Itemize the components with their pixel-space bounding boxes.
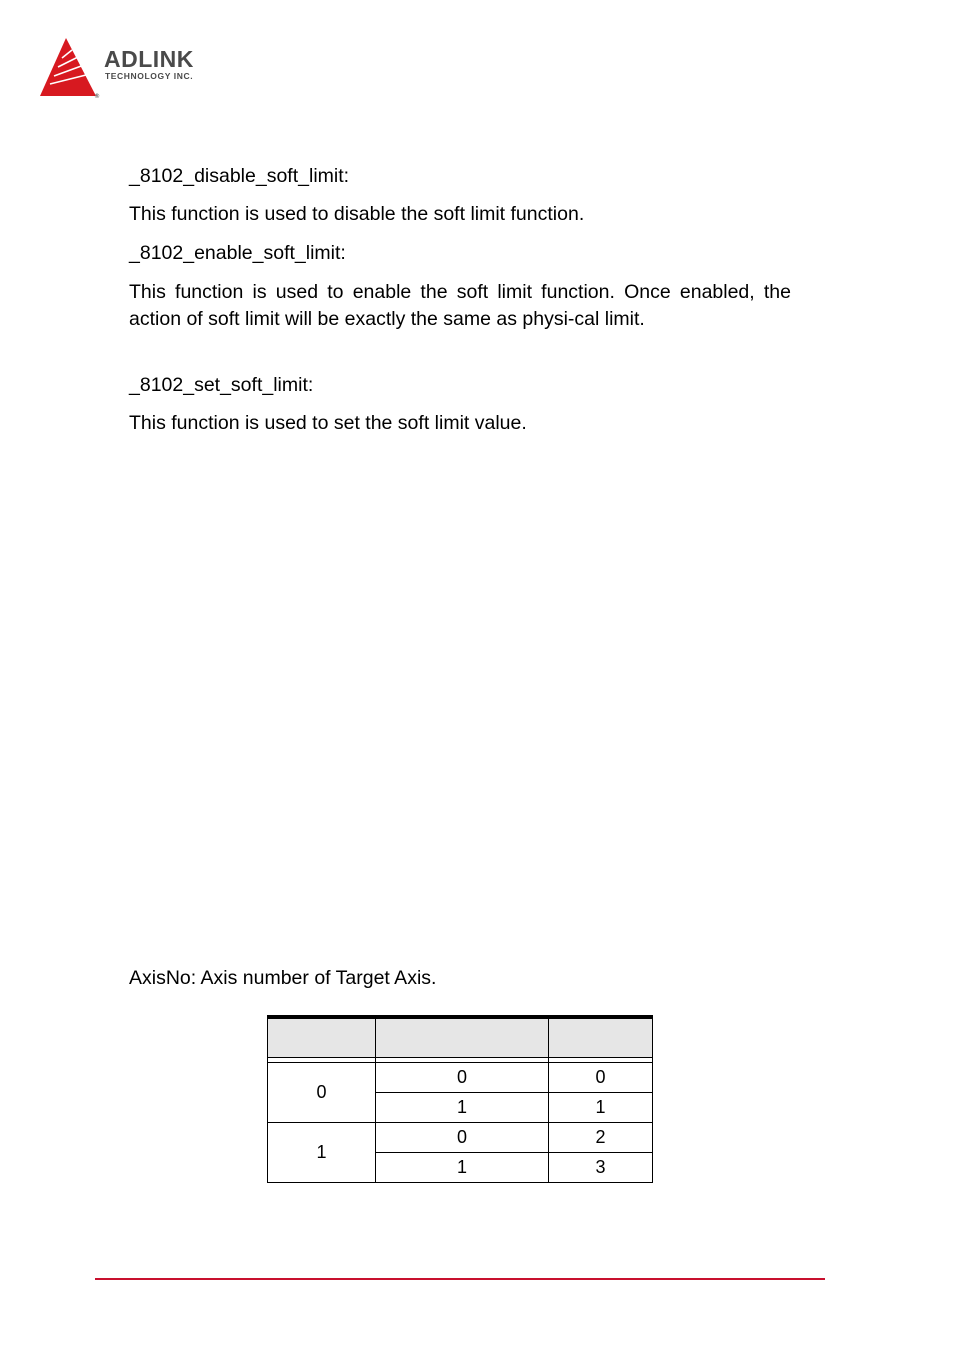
table-cell-value: 1	[549, 1093, 653, 1123]
function-heading-disable: _8102_disable_soft_limit:	[129, 165, 350, 187]
table-cell-sub: 0	[376, 1063, 549, 1093]
function-heading-set: _8102_set_soft_limit:	[129, 374, 314, 396]
table-cell-value: 2	[549, 1123, 653, 1153]
axis-table	[267, 1015, 653, 1183]
table-cell-sub: 1	[376, 1093, 549, 1123]
function-desc-enable: This function is used to enable the soft limit function. Once enabled, the action of soft limit will be exactly the same as physi-cal limit.	[129, 281, 791, 330]
table-header-row	[268, 1017, 653, 1058]
table-row	[268, 1123, 653, 1153]
table-cell-group: 1	[268, 1123, 376, 1183]
table-cell-value: 0	[549, 1063, 653, 1093]
svg-text:®: ®	[94, 93, 100, 100]
logo-subtitle-text: TECHNOLOGY INC.	[105, 71, 194, 81]
table-header-cell	[549, 1017, 653, 1058]
table-cell-sub: 1	[376, 1153, 549, 1183]
table-header-cell	[376, 1017, 549, 1058]
function-desc-disable: This function is used to disable the soft limit function.	[129, 203, 585, 225]
table-cell-sub: 0	[376, 1123, 549, 1153]
table-header-cell	[268, 1017, 376, 1058]
adlink-triangle-icon	[38, 36, 102, 100]
table-cell-value: 3	[549, 1153, 653, 1183]
footer-divider	[95, 1278, 825, 1280]
function-heading-enable: _8102_enable_soft_limit:	[129, 242, 346, 264]
adlink-logo	[38, 36, 238, 100]
function-desc-set: This function is used to set the soft limit value.	[129, 412, 527, 434]
table-row	[268, 1063, 653, 1093]
logo-brand-text: ADLINK	[104, 46, 194, 72]
axis-description: AxisNo: Axis number of Target Axis.	[129, 967, 437, 989]
table-cell-group: 0	[268, 1063, 376, 1123]
